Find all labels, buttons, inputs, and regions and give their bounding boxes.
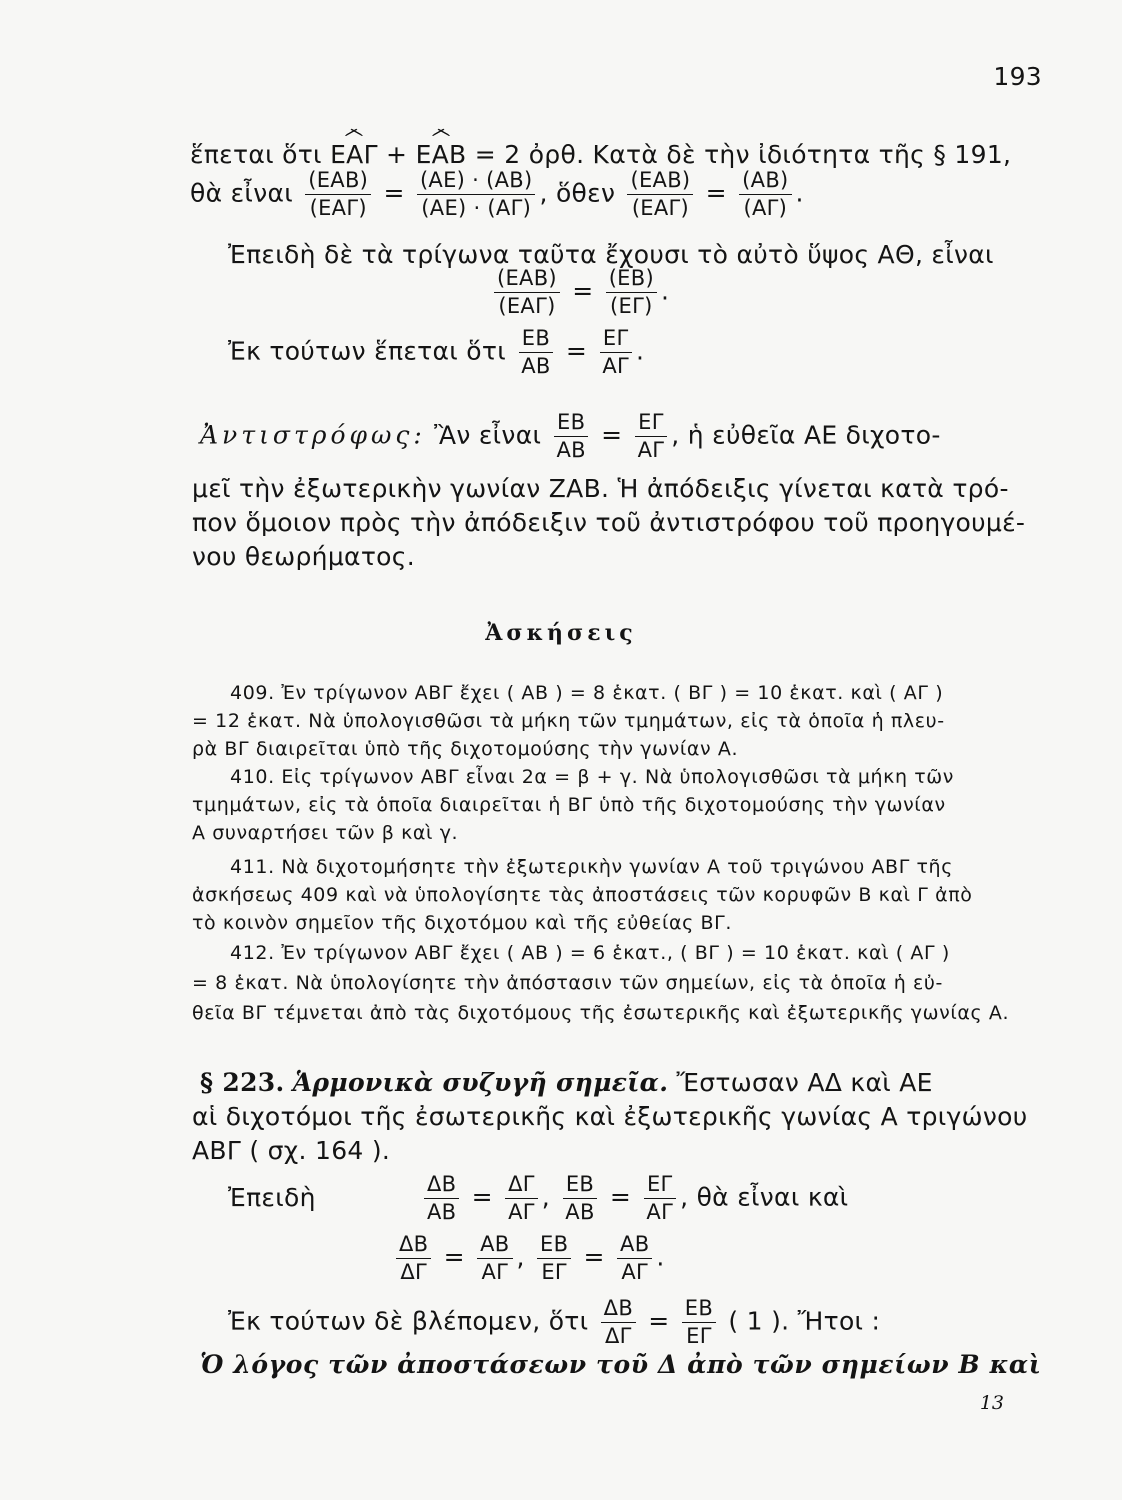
text-line-1 [190,140,1011,169]
numerator: ΕΒ [563,1174,597,1199]
text-line-3: Ἐπειδὴ δὲ τὰ τρίγωνα ταῦτα ἔχουσι τὸ αὐτὸ ὕψος ΑΘ, εἶναι [228,240,994,269]
text-segment: Ἐπειδὴ [228,1182,316,1212]
fraction [601,1298,636,1347]
text-segment: Ἂν εἶναι [425,420,542,450]
equals-sign: = [565,336,588,366]
equals-sign: = [601,420,623,450]
converse-line-4: νου θεωρήματος. [192,542,415,571]
denominator: ΑΓ [637,438,665,462]
text-segment: ( 1 ). Ἤτοι : [720,1306,881,1336]
fraction [505,1174,538,1223]
converse-line-1 [200,412,941,461]
exercise-line: = 12 ἑκατ. Νὰ ὑπολογισθῶσι τὰ μήκη τῶν τμημάτων, εἰς τὰ ὁποῖα ἡ πλευ- [192,710,945,732]
exercise-line: τὸ κοινὸν σημεῖον τῆς διχοτόμου καὶ τῆς εὐθείας ΒΓ. [192,912,732,934]
fraction [635,412,668,461]
comma: , [541,1182,551,1212]
fraction [599,328,632,377]
equals-sign: = [648,1306,670,1336]
denominator: ΑΓ [602,354,630,378]
denominator: (ΕΑΓ) [309,196,367,220]
denominator: ΑΓ [508,1200,535,1224]
exercise-line: Α συναρτήσει τῶν β καὶ γ. [192,822,459,844]
numerator: ΑΒ [477,1234,512,1259]
fraction [553,412,588,461]
equals-sign: = [583,1242,605,1272]
denominator: ΑΒ [556,438,586,462]
angle-eag: ΕΑΓ [330,140,378,169]
numerator: ΔΒ [424,1174,459,1199]
text-segment: = 2 ὀρθ. Κατὰ δὲ τὴν ἰδιότητα τῆς § 191, [466,140,1012,169]
exercise-line: 412. Ἐν τρίγωνον ΑΒΓ ἔχει ( ΑΒ ) = 6 ἑκατ., ( ΒΓ ) = 10 ἑκατ. καὶ ( ΑΓ ) [230,942,950,964]
formula-eq3 [228,1298,880,1347]
text-segment: θὰ εἶναι [190,178,293,208]
text-segment: , θὰ εἶναι καὶ [680,1182,849,1212]
numerator: ΕΒ [554,412,588,437]
numerator: (ΕΒ) [606,268,657,293]
numerator: ΑΒ [617,1234,652,1259]
angle-eab: ΕΑΒ [415,140,467,169]
fraction [562,1174,597,1223]
converse-line-3: πον ὅμοιον πρὸς τὴν ἀπόδειξιν τοῦ ἀντιστρόφου τοῦ προηγουμέ- [192,508,1026,537]
equals-sign: = [383,178,405,208]
numerator: ΕΒ [519,328,553,353]
numerator: (ΕΑΒ) [305,170,371,195]
denominator: ΑΓ [646,1200,674,1224]
exercise-line: τμημάτων, εἰς τὰ ὁποῖα διαιρεῖται ἡ ΒΓ ὑπὸ τῆς διχοτομούσης τὴν γωνίαν [192,794,946,816]
fraction [494,268,560,317]
formula-line-5 [228,328,644,377]
comma: , [516,1242,525,1272]
text-segment: Ἐκ τούτων δὲ βλέπομεν, ὅτι [228,1306,589,1336]
formula-eq1 [228,1174,848,1223]
denominator: (ΕΑΓ) [631,196,690,220]
exercise-line: = 8 ἑκατ. Νὰ ὑπολογίσητε τὴν ἀπόστασιν τῶν σημείων, εἰς τὰ ὁποῖα ἡ εὐ- [192,972,943,994]
theorem-line: Ὁ λόγος τῶν ἀποστάσεων τοῦ Δ ἀπὸ τῶν σημείων Β καὶ [200,1350,1042,1379]
denominator: ΑΒ [427,1200,457,1224]
fraction [305,170,371,219]
signature-mark: 13 [979,1392,1004,1414]
denominator: ΑΓ [621,1260,649,1284]
denominator: ΔΓ [605,1324,632,1348]
denominator: ΔΓ [400,1260,428,1284]
numerator: (ΑΕ) · (ΑΒ) [417,170,536,195]
fraction [417,170,536,219]
text-segment: ἕπεται ὅτι [190,140,331,169]
converse-line-2: μεῖ τὴν ἐξωτερικὴν γωνίαν ΖΑΒ. Ἡ ἀπόδειξις γίνεται κατὰ τρό- [192,474,1009,503]
formula-line-2 [190,170,804,219]
exercise-line: θεῖα ΒΓ τέμνεται ἀπὸ τὰς διχοτόμους τῆς ἐσωτερικῆς καὶ ἐξωτερικῆς γωνίας Α. [192,1002,1010,1024]
exercise-line: 411. Νὰ διχοτομήσητε τὴν ἐξωτερικὴν γωνίαν Α τοῦ τριγώνου ΑΒΓ τῆς [230,856,953,878]
section-line-3: ΑΒΓ ( σχ. 164 ). [192,1136,391,1165]
numerator: ΔΒ [396,1234,431,1259]
fraction [424,1174,459,1223]
exercise-line: ρὰ ΒΓ διαιρεῖται ὑπὸ τῆς διχοτομούσης τὴν γωνίαν Α. [192,738,739,760]
section-title: Ἁρμονικὰ συζυγῆ σημεῖα. [292,1068,669,1097]
fraction [617,1234,652,1283]
denominator: (ΕΑΓ) [498,294,556,318]
numerator: ΕΓ [600,328,632,353]
fraction [477,1234,512,1283]
fraction [643,1174,676,1223]
denominator: ΑΓ [481,1260,509,1284]
exercises-heading: Ἀσκήσεις [485,620,637,646]
exercise-line: 409. Ἐν τρίγωνον ΑΒΓ ἔχει ( ΑΒ ) = 8 ἑκατ. ( ΒΓ ) = 10 ἑκατ. καὶ ( ΑΓ ) [230,682,944,704]
numerator: ΕΓ [635,412,667,437]
denominator: ΕΓ [686,1324,712,1348]
text-segment: Ἐκ τούτων ἕπεται ὅτι [228,336,506,366]
denominator: ΑΒ [565,1200,595,1224]
formula-line-4 [490,268,669,317]
page-number: 193 [993,62,1042,91]
numerator: (ΑΒ) [739,170,791,195]
fraction [739,170,791,219]
section-heading [200,1068,933,1097]
numerator: (ΕΑΒ) [494,268,560,293]
fraction [396,1234,431,1283]
text-segment: , ἡ εὐθεῖα ΑΕ διχοτο- [671,420,941,450]
formula-eq2 [392,1234,665,1283]
numerator: (ΕΑΒ) [627,170,693,195]
numerator: ΕΒ [682,1298,716,1323]
denominator: ΑΒ [521,354,551,378]
equals-sign: = [705,178,727,208]
denominator: ΕΓ [541,1260,567,1284]
section-line-2: αἱ διχοτόμοι τῆς ἐσωτερικῆς καὶ ἐξωτερικῆς γωνίας Α τριγώνου [192,1102,1028,1131]
numerator: ΔΒ [601,1298,636,1323]
denominator: (ΕΓ) [610,294,653,318]
equals-sign: = [443,1242,465,1272]
text-segment: . [795,178,804,208]
text-segment: , ὅθεν [539,178,616,208]
fraction [537,1234,571,1283]
exercise-line: ἀσκήσεως 409 καὶ νὰ ὑπολογίσητε τὰς ἀποστάσεις τῶν κορυφῶν Β καὶ Γ ἀπὸ [192,884,973,906]
equals-sign: = [572,276,594,306]
denominator: (ΑΓ) [743,196,788,220]
fraction [682,1298,716,1347]
numerator: ΕΓ [644,1174,676,1199]
numerator: ΕΒ [537,1234,571,1259]
converse-label: Ἀντιστρόφως: [200,420,426,450]
denominator: (ΑΕ) · (ΑΓ) [421,196,532,220]
equals-sign: = [609,1182,632,1212]
plus-sign: + [377,140,416,169]
fraction [606,268,657,317]
section-number: § 223. [200,1068,285,1097]
numerator: ΔΓ [505,1174,538,1199]
text-segment: . [660,276,670,306]
fraction [518,328,553,377]
exercise-line: 410. Εἰς τρίγωνον ΑΒΓ εἶναι 2α = β + γ. Νὰ ὑπολογισθῶσι τὰ μήκη τῶν [230,766,955,788]
fraction [627,170,693,219]
text-segment: . [636,336,645,366]
text-segment: Ἔστωσαν ΑΔ καὶ ΑΕ [668,1068,933,1097]
equals-sign: = [471,1182,493,1212]
text-segment: . [656,1242,665,1272]
